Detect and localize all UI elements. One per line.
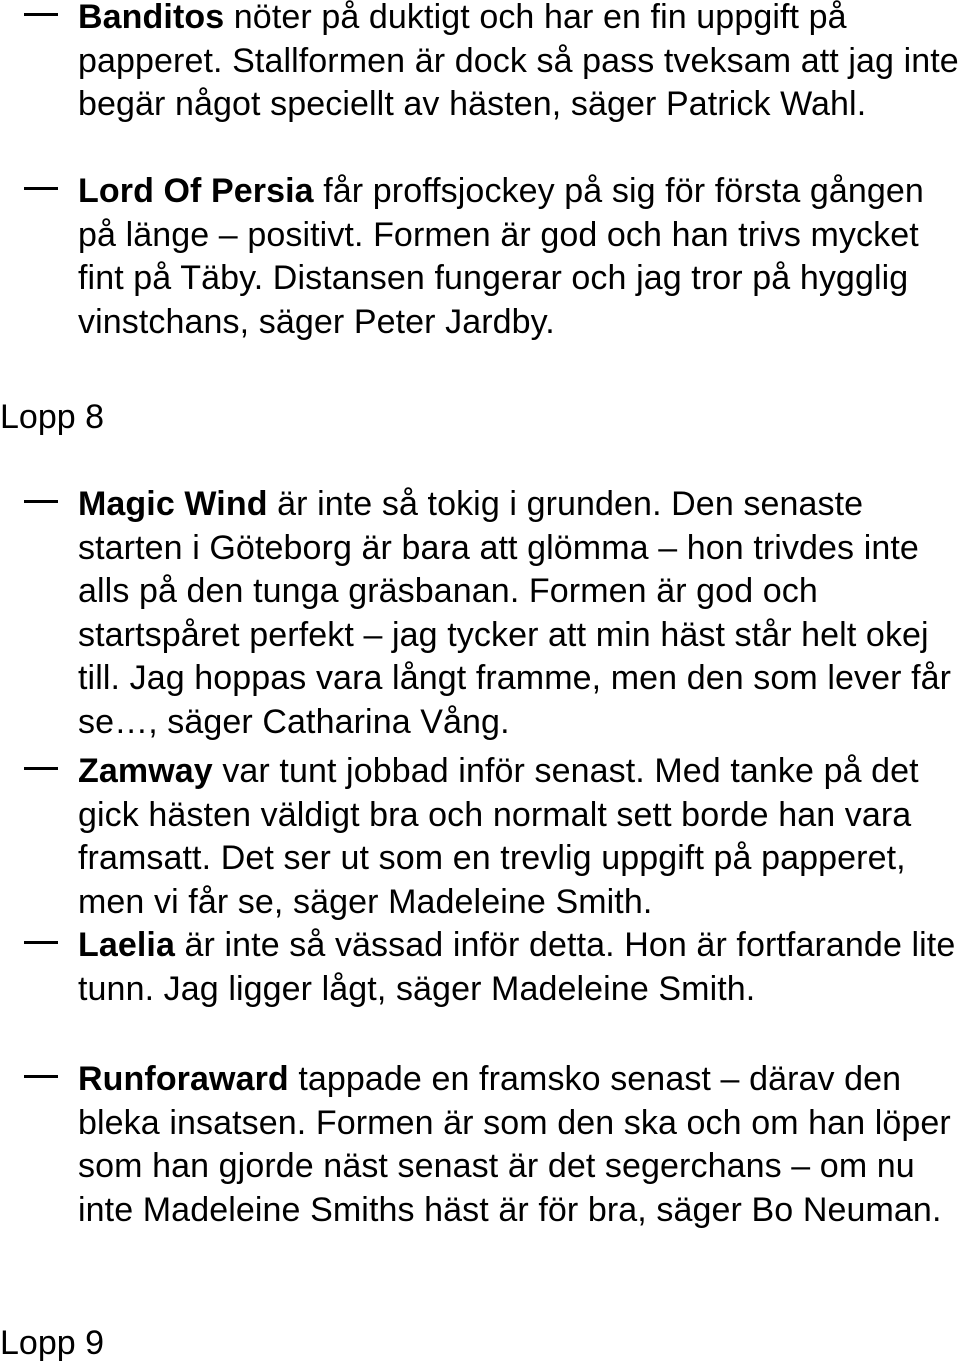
item-text [78,170,960,344]
horse-name: Magic Wind [78,485,268,523]
item-comment: var tunt jobbad inför senast. Med tanke på det gick hästen väldigt bra och normalt sett borde han vara framsatt. Det ser ut som en trevlig uppgift på papperet, men vi får se, säger Madeleine Smith. [78,752,919,921]
dash-bullet [24,500,58,503]
item-text [78,1058,960,1232]
dash-bullet [24,767,58,770]
item-comment: är inte så tokig i grunden. Den senaste starten i Göteborg är bara att glömma – hon trivdes inte alls på den tunga gräsbanan. Formen är god och startspåret perfekt – jag tycker att min häst står helt okej till. Jag hoppas vara långt framme, men den som lever får se…, säger Catharina Vång. [78,485,952,741]
horse-name: Banditos [78,0,225,36]
dash-bullet [24,187,58,190]
race-heading: Lopp 9 [0,1324,104,1362]
horse-name: Runforaward [78,1060,289,1098]
dash-bullet [24,13,58,16]
item-comment: nöter på duktigt och har en fin uppgift på papperet. Stallformen är dock så pass tveksam att jag inte begär något speciellt av hästen, säger Patrick Wahl. [78,0,959,123]
item-comment: är inte så vässad inför detta. Hon är fortfarande lite tunn. Jag ligger lågt, säger Madeleine Smith. [78,926,956,1008]
item-comment: tappade en framsko senast – därav den bleka insatsen. Formen är som den ska och om han löper som han gjorde näst senast är det segerchans – om nu inte Madeleine Smiths häst är för bra, säger Bo Neuman. [78,1060,951,1229]
horse-name: Lord Of Persia [78,172,314,210]
item-text [78,924,960,1011]
horse-name: Laelia [78,926,175,964]
item-text [78,483,960,744]
item-text [78,0,960,127]
dash-bullet [24,941,58,944]
item-text [78,750,960,924]
dash-bullet [24,1075,58,1078]
race-heading: Lopp 8 [0,398,104,436]
horse-name: Zamway [78,752,213,790]
item-comment: får proffsjockey på sig för första gången på länge – positivt. Formen är god och han trivs mycket fint på Täby. Distansen fungerar och jag tror på hygglig vinstchans, säger Peter Jardby. [78,172,924,341]
